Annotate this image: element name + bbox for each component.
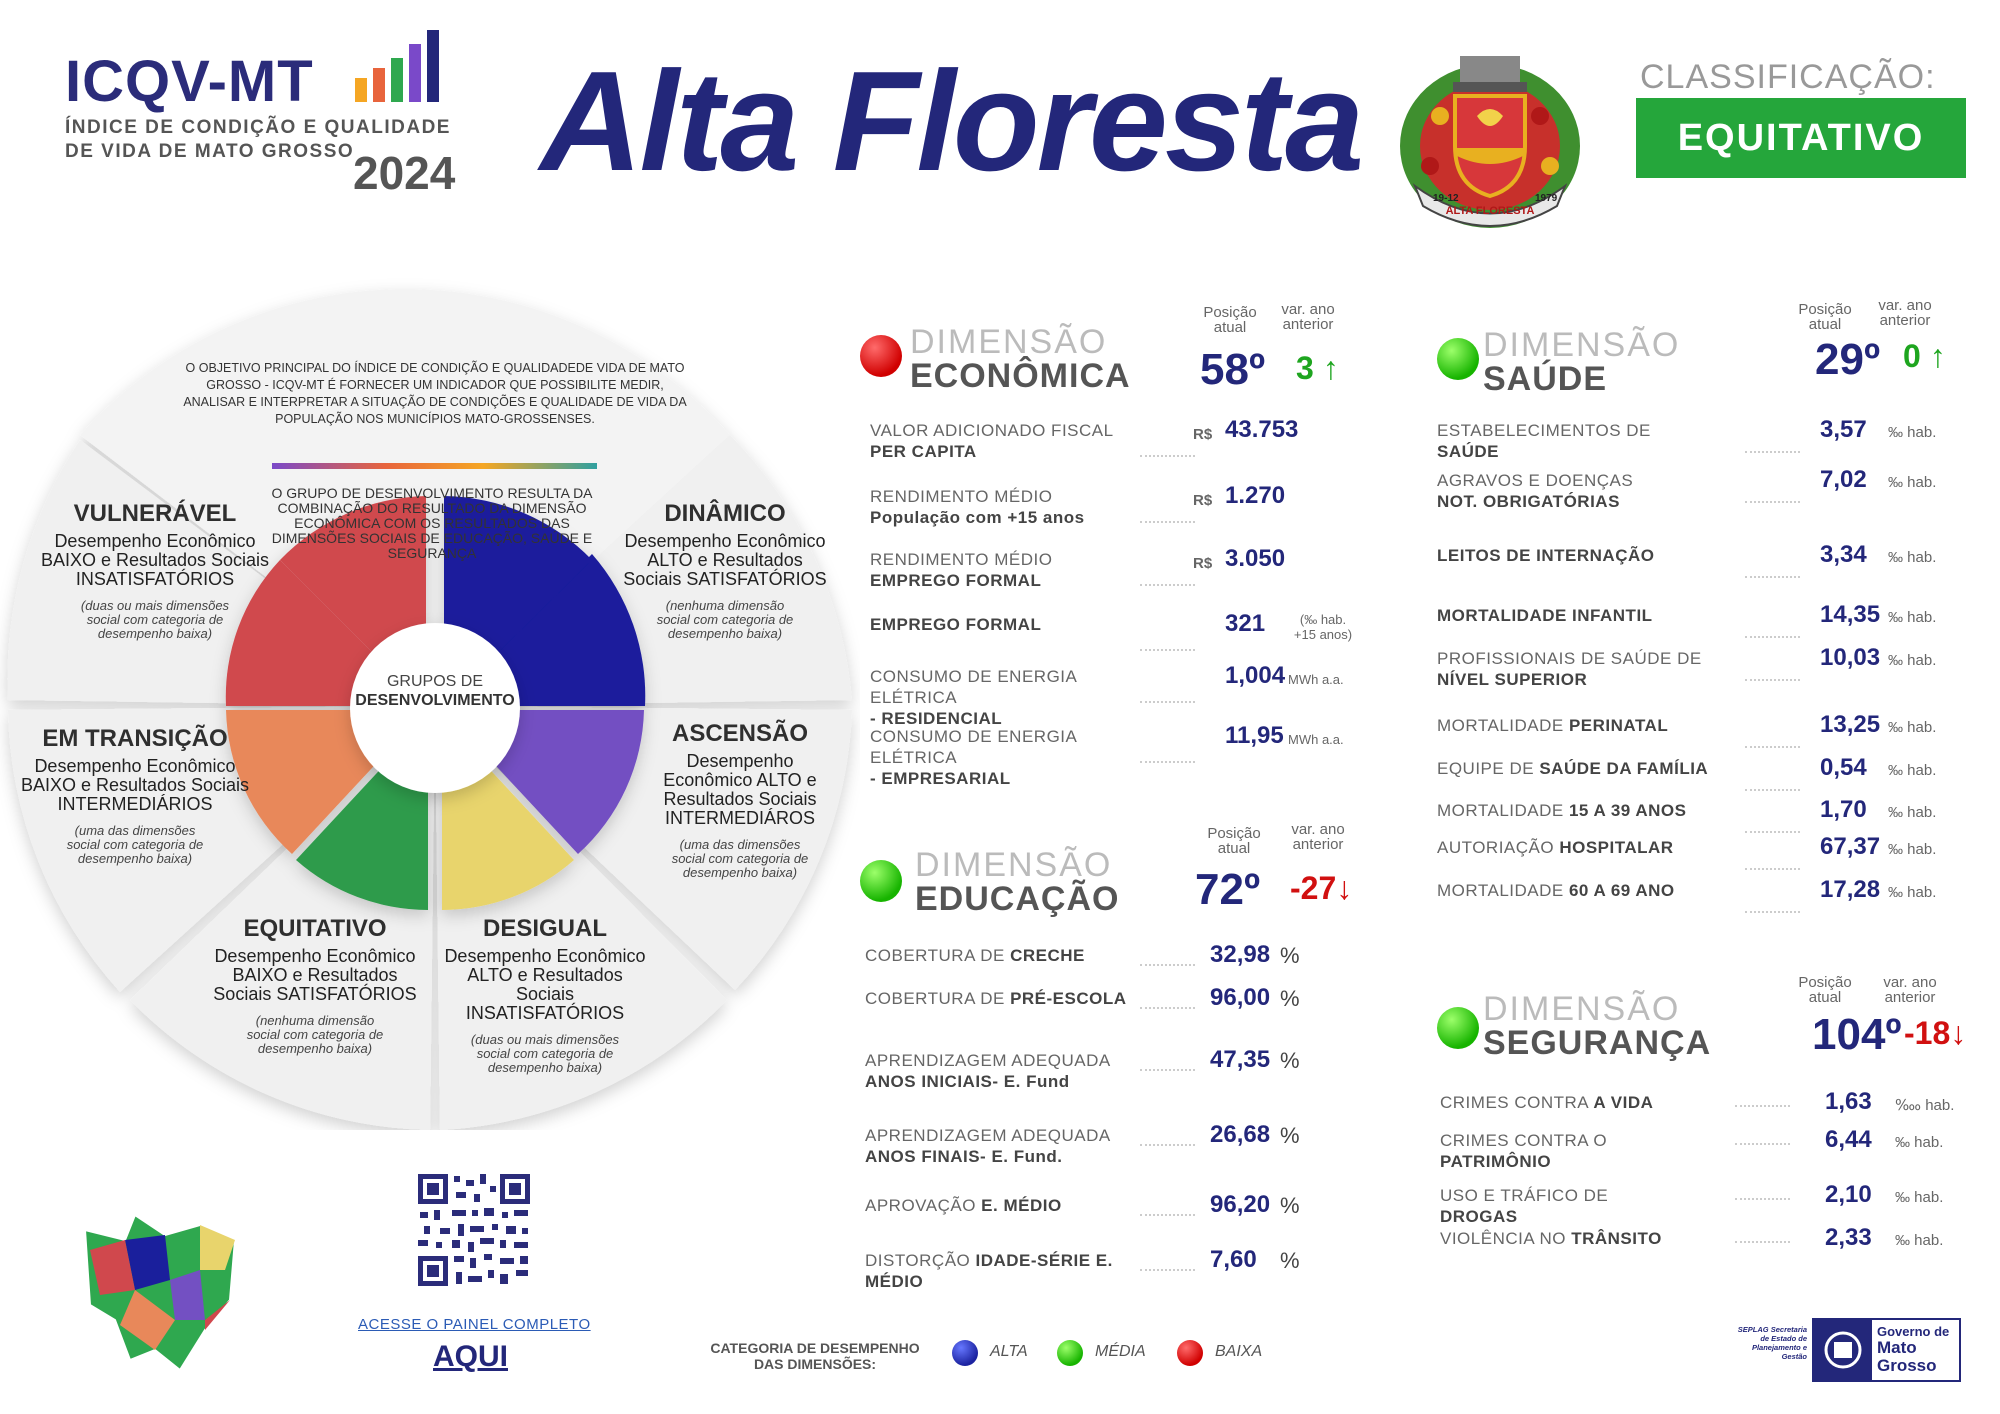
- indicator-label-bold: NÍVEL SUPERIOR: [1437, 670, 1588, 689]
- indicator-label-bold: - EMPRESARIAL: [870, 769, 1011, 788]
- logo-subtitle: ÍNDICE DE CONDIÇÃO E QUALIDADE DE VIDA DE MATO GROSSO: [65, 117, 451, 162]
- indicator-label-text: ESTABELECIMENTOS DE: [1437, 421, 1651, 440]
- indicator-label: [865, 988, 1155, 1009]
- segment-desc: Desempenho Econômico ALTO e Resultados Sociais INSATISFATÓRIOS: [444, 946, 646, 1023]
- indicator-prefix: R$: [1193, 555, 1213, 572]
- indicator-value: 1.270: [1225, 482, 1286, 509]
- city-crest-icon: [1385, 36, 1595, 236]
- seguranca-variation: -18↓: [1904, 1015, 1967, 1051]
- indicator-label-bold: PRÉ-ESCOLA: [1010, 989, 1127, 1008]
- indicator-label: [1437, 470, 1757, 512]
- economica-status-dot: [860, 335, 902, 377]
- leader-dots: [1745, 450, 1800, 453]
- indicator-unit: ‰ hab.: [1888, 884, 1937, 901]
- segment-title: EQUITATIVO: [243, 915, 387, 942]
- indicator-label-text: COBERTURA DE: [865, 989, 1005, 1008]
- indicator-value: 32,98: [1210, 941, 1271, 968]
- indicator-value: 11,95: [1225, 722, 1284, 749]
- leader-dots: [1745, 635, 1800, 638]
- pos-header: Posição atual: [1798, 974, 1852, 1006]
- indicator-unit: %: [1280, 1193, 1300, 1218]
- indicator-label: [870, 666, 1160, 729]
- leader-dots: [1140, 1006, 1195, 1009]
- indicator-label-bold: DROGAS: [1440, 1207, 1518, 1226]
- var-header: var. ano anterior: [1291, 821, 1345, 853]
- indicator-value: 96,00: [1210, 984, 1271, 1011]
- pos-header: Posição atual: [1203, 304, 1257, 336]
- indicator-label-text: APRENDIZAGEM ADEQUADA: [865, 1051, 1111, 1070]
- qr-code-icon[interactable]: [414, 1170, 534, 1290]
- indicator-unit: ‰ hab.: [1888, 474, 1937, 491]
- leader-dots: [1140, 1213, 1195, 1216]
- indicator-label-text: RENDIMENTO MÉDIO: [870, 550, 1053, 569]
- indicator-value: 0,54: [1820, 754, 1867, 781]
- leader-dots: [1745, 867, 1800, 870]
- segment-title: EM TRANSIÇÃO: [42, 725, 228, 752]
- legend-dot-media: [1057, 1340, 1083, 1366]
- leader-dots: [1745, 788, 1800, 791]
- leader-dots: [1140, 1068, 1195, 1071]
- segment-transicao: [20, 725, 250, 866]
- indicator-label-bold: EMPREGO FORMAL: [870, 615, 1042, 634]
- mato-grosso-map-icon: [75, 1210, 240, 1370]
- segment-desc: Desempenho Econômico ALTO e Resultados Sociais INTERMEDIÁROS: [663, 751, 817, 828]
- dimension-name: ECONÔMICA: [910, 357, 1131, 395]
- arrow-up-icon: ↑: [1322, 350, 1339, 386]
- gov-line-1: Governo de: [1877, 1324, 1950, 1339]
- leader-dots: [1735, 1197, 1790, 1200]
- indicator-value: 96,20: [1210, 1191, 1271, 1218]
- arrow-down-icon: ↓: [1950, 1015, 1967, 1051]
- indicator-label: [865, 945, 1155, 966]
- indicator-label-bold: NOT. OBRIGATÓRIAS: [1437, 492, 1620, 511]
- legend-dot-baixa: [1177, 1340, 1203, 1366]
- dimension-name: SEGURANÇA: [1483, 1024, 1712, 1062]
- legend-label-baixa: BAIXA: [1215, 1343, 1263, 1360]
- indicator-value: 7,02: [1820, 466, 1867, 493]
- government-logo-text: [1877, 1324, 1949, 1375]
- indicator-unit: ‱ hab.: [1895, 1097, 1955, 1114]
- segment-note: (nenhuma dimensão social com categoria de desempenho baixa): [246, 1013, 384, 1056]
- leader-dots: [1735, 1104, 1790, 1107]
- leader-dots: [1140, 454, 1195, 457]
- leader-dots: [1735, 1142, 1790, 1145]
- indicator-unit: %: [1280, 1048, 1300, 1073]
- indicator-value: 67,37: [1820, 833, 1881, 860]
- indicator-label-text: DISTORÇÃO: [865, 1251, 971, 1270]
- legend-dot-alta: [952, 1340, 978, 1366]
- indicator-label-text: AUTORIAÇÃO: [1437, 838, 1555, 857]
- indicator-label-bold: 60 A 69 ANO: [1568, 881, 1675, 900]
- segment-title: DESIGUAL: [482, 915, 607, 942]
- classification-label: CLASSIFICAÇÃO:: [1640, 58, 1936, 96]
- gov-line-2: Mato: [1877, 1338, 1917, 1357]
- indicator-unit: %: [1280, 943, 1300, 968]
- indicator-label: [870, 486, 1160, 528]
- segment-desigual: [440, 915, 650, 1075]
- logo-title: ICQV-MT: [65, 49, 314, 114]
- indicator-unit: MWh a.a.: [1288, 732, 1344, 747]
- indicator-label: [1437, 837, 1757, 858]
- indicator-label-text: CONSUMO DE ENERGIA ELÉTRICA: [870, 667, 1077, 707]
- indicator-label: [870, 726, 1160, 789]
- indicator-label: [1440, 1130, 1740, 1172]
- leader-dots: [1140, 760, 1195, 763]
- indicator-label-text: APRENDIZAGEM ADEQUADA: [865, 1126, 1111, 1145]
- indicator-label-bold: PER CAPITA: [870, 442, 977, 461]
- indicator-label-bold: SAÚDE: [1437, 442, 1500, 461]
- seplag-logo-text: SEPLAG Secretaria de Estado de Planejamento e Gestão: [1737, 1325, 1807, 1361]
- segment-title: VULNERÁVEL: [73, 500, 237, 527]
- indicator-label: [1437, 880, 1757, 901]
- indicator-label-bold: HOSPITALAR: [1559, 838, 1674, 857]
- indicator-label-bold: CRECHE: [1010, 946, 1085, 965]
- indicator-label-bold: A VIDA: [1593, 1093, 1654, 1112]
- government-logo: [1812, 1318, 1961, 1382]
- logo-year: 2024: [353, 147, 456, 199]
- segment-vulneravel: [40, 500, 270, 641]
- saude-variation: 0 ↑: [1903, 338, 1946, 374]
- segment-equitativo: [205, 915, 425, 1056]
- indicator-label-bold: IDADE-SÉRIE E. MÉDIO: [865, 1251, 1113, 1291]
- indicator-label: [870, 614, 1160, 635]
- indicator-unit: ‰ hab.: [1888, 841, 1937, 858]
- economica-position: 58º: [1200, 345, 1266, 394]
- panel-link-aqui[interactable]: AQUI: [433, 1340, 508, 1373]
- indicator-value: 2,10: [1825, 1181, 1872, 1208]
- indicator-unit: MWh a.a.: [1288, 672, 1344, 687]
- saude-title: [1483, 328, 1680, 396]
- indicator-unit: ‰ hab.: [1895, 1134, 1944, 1151]
- leader-dots: [1745, 500, 1800, 503]
- indicator-label-bold: 15 A 39 ANOS: [1568, 801, 1687, 820]
- segment-desc: Desempenho Econômico BAIXO e Resultados Sociais SATISFATÓRIOS: [213, 946, 417, 1004]
- seguranca-status-dot: [1437, 1007, 1479, 1049]
- educacao-title: [915, 848, 1119, 916]
- indicator-unit: %: [1280, 1248, 1300, 1273]
- indicator-label: [870, 549, 1160, 591]
- leader-dots: [1140, 520, 1195, 523]
- indicator-value: 26,68: [1210, 1121, 1271, 1148]
- indicator-label: [865, 1050, 1155, 1092]
- indicator-label: [1437, 545, 1757, 566]
- indicator-label: [1440, 1092, 1740, 1113]
- leader-dots: [1140, 700, 1195, 703]
- indicator-value: 1,70: [1820, 796, 1867, 823]
- intro-text: O OBJETIVO PRINCIPAL DO ÍNDICE DE CONDIÇÃO E QUALIDADEDE VIDA DE MATO GROSSO - ICQV-MT É FORNECER UM INDICADOR QUE POSSIBILITE MEDIR, ANALISAR E INTERPRETAR A SITUAÇÃO DE CONDIÇÕES E QUALIDADE DE VIDA DA POPULAÇÃO NOS MUNICÍPIOS MATO-GROSSENSES.: [183, 361, 687, 426]
- segment-note: (duas ou mais dimensões social com categoria de desempenho baixa): [470, 1032, 620, 1075]
- indicator-label-text: AGRAVOS E DOENÇAS: [1437, 471, 1634, 490]
- indicator-unit: ‰ hab.: [1895, 1189, 1944, 1206]
- indicator-label-bold: LEITOS DE INTERNAÇÃO: [1437, 546, 1655, 565]
- legend-label-media: MÉDIA: [1095, 1343, 1146, 1360]
- leader-dots: [1745, 678, 1800, 681]
- indicator-value: 321: [1225, 610, 1266, 637]
- indicator-label: [1437, 758, 1757, 779]
- dimension-name: SAÚDE: [1483, 360, 1608, 398]
- indicator-value: 13,25: [1820, 711, 1881, 738]
- indicator-label-text: MORTALIDADE: [1437, 881, 1564, 900]
- indicator-label-text: MORTALIDADE: [1437, 801, 1564, 820]
- classification-badge: EQUITATIVO: [1636, 98, 1966, 178]
- dimension-label: DIMENSÃO: [1483, 990, 1681, 1028]
- indicator-label: [1440, 1228, 1740, 1249]
- wheel-center-line-1: GRUPOS DE: [386, 673, 483, 690]
- indicator-unit: ‰ hab.: [1888, 609, 1937, 626]
- indicator-value: 3,34: [1820, 541, 1867, 568]
- saude-position: 29º: [1815, 335, 1881, 384]
- indicator-value: 2,33: [1825, 1224, 1872, 1251]
- indicator-label-text: COBERTURA DE: [865, 946, 1005, 965]
- gov-line-3: Grosso: [1877, 1356, 1937, 1375]
- indicator-label-text: USO E TRÁFICO DE: [1440, 1186, 1609, 1205]
- indicator-label-text: EQUIPE DE: [1437, 759, 1535, 778]
- dimension-name: EDUCAÇÃO: [915, 880, 1120, 918]
- indicator-value: 1,63: [1825, 1088, 1872, 1115]
- legend-title: CATEGORIA DE DESEMPENHO DAS DIMENSÕES:: [710, 1340, 920, 1372]
- segment-desc: Desempenho Econômico ALTO e Resultados Sociais SATISFATÓRIOS: [623, 531, 827, 589]
- indicator-unit: ‰ hab.: [1888, 652, 1937, 669]
- indicator-label-text: CONSUMO DE ENERGIA ELÉTRICA: [870, 727, 1077, 767]
- indicator-value: 10,03: [1820, 644, 1881, 671]
- leader-dots: [1140, 963, 1195, 966]
- indicator-label-bold: ANOS FINAIS- E. Fund.: [865, 1147, 1063, 1166]
- indicator-unit: ‰ hab.: [1888, 719, 1937, 736]
- indicator-label: [1437, 800, 1757, 821]
- indicator-prefix: R$: [1193, 426, 1213, 443]
- indicator-value: 6,44: [1825, 1126, 1872, 1153]
- indicator-label: [1437, 648, 1757, 690]
- indicator-value: 7,60: [1210, 1246, 1257, 1273]
- legend-label-alta: ALTA: [990, 1343, 1028, 1360]
- saude-status-dot: [1437, 338, 1479, 380]
- segment-ascensao: [640, 720, 840, 880]
- leader-dots: [1745, 830, 1800, 833]
- leader-dots: [1140, 1268, 1195, 1271]
- indicator-unit: %: [1280, 1123, 1300, 1148]
- economica-variation: 3 ↑: [1296, 350, 1339, 386]
- indicator-value: 43.753: [1225, 416, 1299, 443]
- indicator-label-text: APROVAÇÃO: [865, 1196, 976, 1215]
- indicator-label-text: RENDIMENTO MÉDIO: [870, 487, 1053, 506]
- indicator-label-text: CRIMES CONTRA O: [1440, 1131, 1608, 1150]
- indicator-unit: ‰ hab.: [1888, 424, 1937, 441]
- segment-dinamico: [620, 500, 830, 641]
- indicator-label-bold: E. MÉDIO: [981, 1196, 1062, 1215]
- indicator-label: [870, 420, 1160, 462]
- segment-note: (duas ou mais dimensões social com categoria de desempenho baixa): [80, 598, 230, 641]
- educacao-position: 72º: [1195, 865, 1261, 914]
- indicator-label: [865, 1195, 1155, 1216]
- indicator-label-bold: PATRIMÔNIO: [1440, 1152, 1552, 1171]
- indicator-label-text: MORTALIDADE: [1437, 716, 1564, 735]
- indicator-label-bold: População com +15 anos: [870, 508, 1085, 527]
- segment-title: DINÂMICO: [664, 500, 786, 527]
- indicator-value: 3.050: [1225, 545, 1286, 572]
- dimension-label: DIMENSÃO: [915, 846, 1113, 884]
- segment-title: ASCENSÃO: [671, 720, 809, 747]
- wheel-center-line-2: DESENVOLVIMENTO: [355, 692, 515, 709]
- indicator-value: 17,28: [1820, 876, 1881, 903]
- indicator-unit: ‰ hab.: [1895, 1232, 1944, 1249]
- var-header: var. ano anterior: [1878, 297, 1932, 329]
- segment-note: (uma das dimensões social com categoria de desempenho baixa): [671, 837, 809, 880]
- indicator-label-text: VALOR ADICIONADO FISCAL: [870, 421, 1114, 440]
- arrow-down-icon: ↓: [1336, 870, 1353, 906]
- indicator-unit: ‰ hab.: [1888, 804, 1937, 821]
- indicator-label-bold: PERINATAL: [1568, 716, 1669, 735]
- indicator-label-bold: EMPREGO FORMAL: [870, 571, 1042, 590]
- var-header: var. ano anterior: [1883, 974, 1937, 1006]
- economica-title: [910, 325, 1131, 393]
- indicator-prefix: R$: [1193, 492, 1213, 509]
- indicator-label-bold: - RESIDENCIAL: [870, 709, 1003, 728]
- dimension-label: DIMENSÃO: [1483, 326, 1681, 364]
- pos-header: Posição atual: [1207, 825, 1261, 857]
- crest-date-2: 1979: [1535, 193, 1558, 204]
- crest-date-1: 19-12: [1433, 193, 1459, 204]
- segment-desc: Desempenho Econômico BAIXO e Resultados Sociais INTERMEDIÁRIOS: [20, 756, 250, 814]
- indicator-label-bold: MORTALIDADE INFANTIL: [1437, 606, 1653, 625]
- leader-dots: [1140, 648, 1195, 651]
- leader-dots: [1735, 1240, 1790, 1243]
- seguranca-title: [1483, 992, 1711, 1060]
- indicator-label: [865, 1250, 1155, 1292]
- indicator-label: [865, 1125, 1155, 1167]
- indicator-unit: ‰ hab.: [1888, 549, 1937, 566]
- educacao-status-dot: [860, 860, 902, 902]
- seguranca-position: 104º: [1812, 1010, 1902, 1059]
- indicator-value: 14,35: [1820, 601, 1881, 628]
- leader-dots: [1140, 583, 1195, 586]
- indicator-value: 47,35: [1210, 1046, 1271, 1073]
- indicator-label: [1437, 605, 1757, 626]
- indicator-label: [1437, 420, 1757, 462]
- indicator-value: 3,57: [1820, 416, 1867, 443]
- indicator-label-text: CRIMES CONTRA: [1440, 1093, 1589, 1112]
- indicator-label: [1440, 1185, 1740, 1227]
- panel-link[interactable]: ACESSE O PAINEL COMPLETO: [358, 1316, 591, 1333]
- educacao-variation: -27↓: [1290, 870, 1353, 906]
- wheel-center-label: [345, 672, 525, 710]
- pos-header: Posição atual: [1798, 301, 1852, 333]
- leader-dots: [1745, 745, 1800, 748]
- indicator-value: 1,004: [1225, 662, 1286, 689]
- segment-note: (nenhuma dimensão social com categoria de desempenho baixa): [656, 598, 794, 641]
- segment-note: (uma das dimensões social com categoria de desempenho baixa): [66, 823, 204, 866]
- indicator-unit: ‰ hab.: [1888, 762, 1937, 779]
- leader-dots: [1745, 910, 1800, 913]
- leader-dots: [1140, 1143, 1195, 1146]
- segment-desc: Desempenho Econômico BAIXO e Resultados Sociais INSATISFATÓRIOS: [40, 531, 270, 589]
- indicator-label-text: PROFISSIONAIS DE SAÚDE DE: [1437, 649, 1702, 668]
- indicator-label-bold: SAÚDE DA FAMÍLIA: [1539, 759, 1709, 778]
- dimension-label: DIMENSÃO: [910, 323, 1108, 361]
- city-name: Alta Floresta: [540, 42, 1362, 201]
- crest-text: ALTA FLORESTA: [1445, 205, 1535, 217]
- logo-bars-icon: [355, 28, 455, 104]
- group-text: O GRUPO DE DESENVOLVIMENTO RESULTA DA COMBINAÇÃO DO RESULTADO DA DIMENSÃO ECONÔMICA COM OS RESULTADOS DAS DIMENSÕES SOCIAIS DE EDUCAÇÃO, SAÚDE E SEGURANÇA: [271, 485, 593, 561]
- leader-dots: [1745, 575, 1800, 578]
- indicator-unit: %: [1280, 986, 1300, 1011]
- indicator-label-bold: ANOS INICIAIS- E. Fund: [865, 1072, 1070, 1091]
- indicator-label-bold: TRÂNSITO: [1571, 1229, 1662, 1248]
- indicator-unit: (‰ hab. +15 anos): [1293, 612, 1353, 642]
- arrow-up-icon: ↑: [1929, 338, 1946, 374]
- government-crest-icon: [1814, 1320, 1872, 1380]
- indicator-label: [1437, 715, 1757, 736]
- indicator-label-text: VIOLÊNCIA NO: [1440, 1229, 1566, 1248]
- var-header: var. ano anterior: [1281, 301, 1335, 333]
